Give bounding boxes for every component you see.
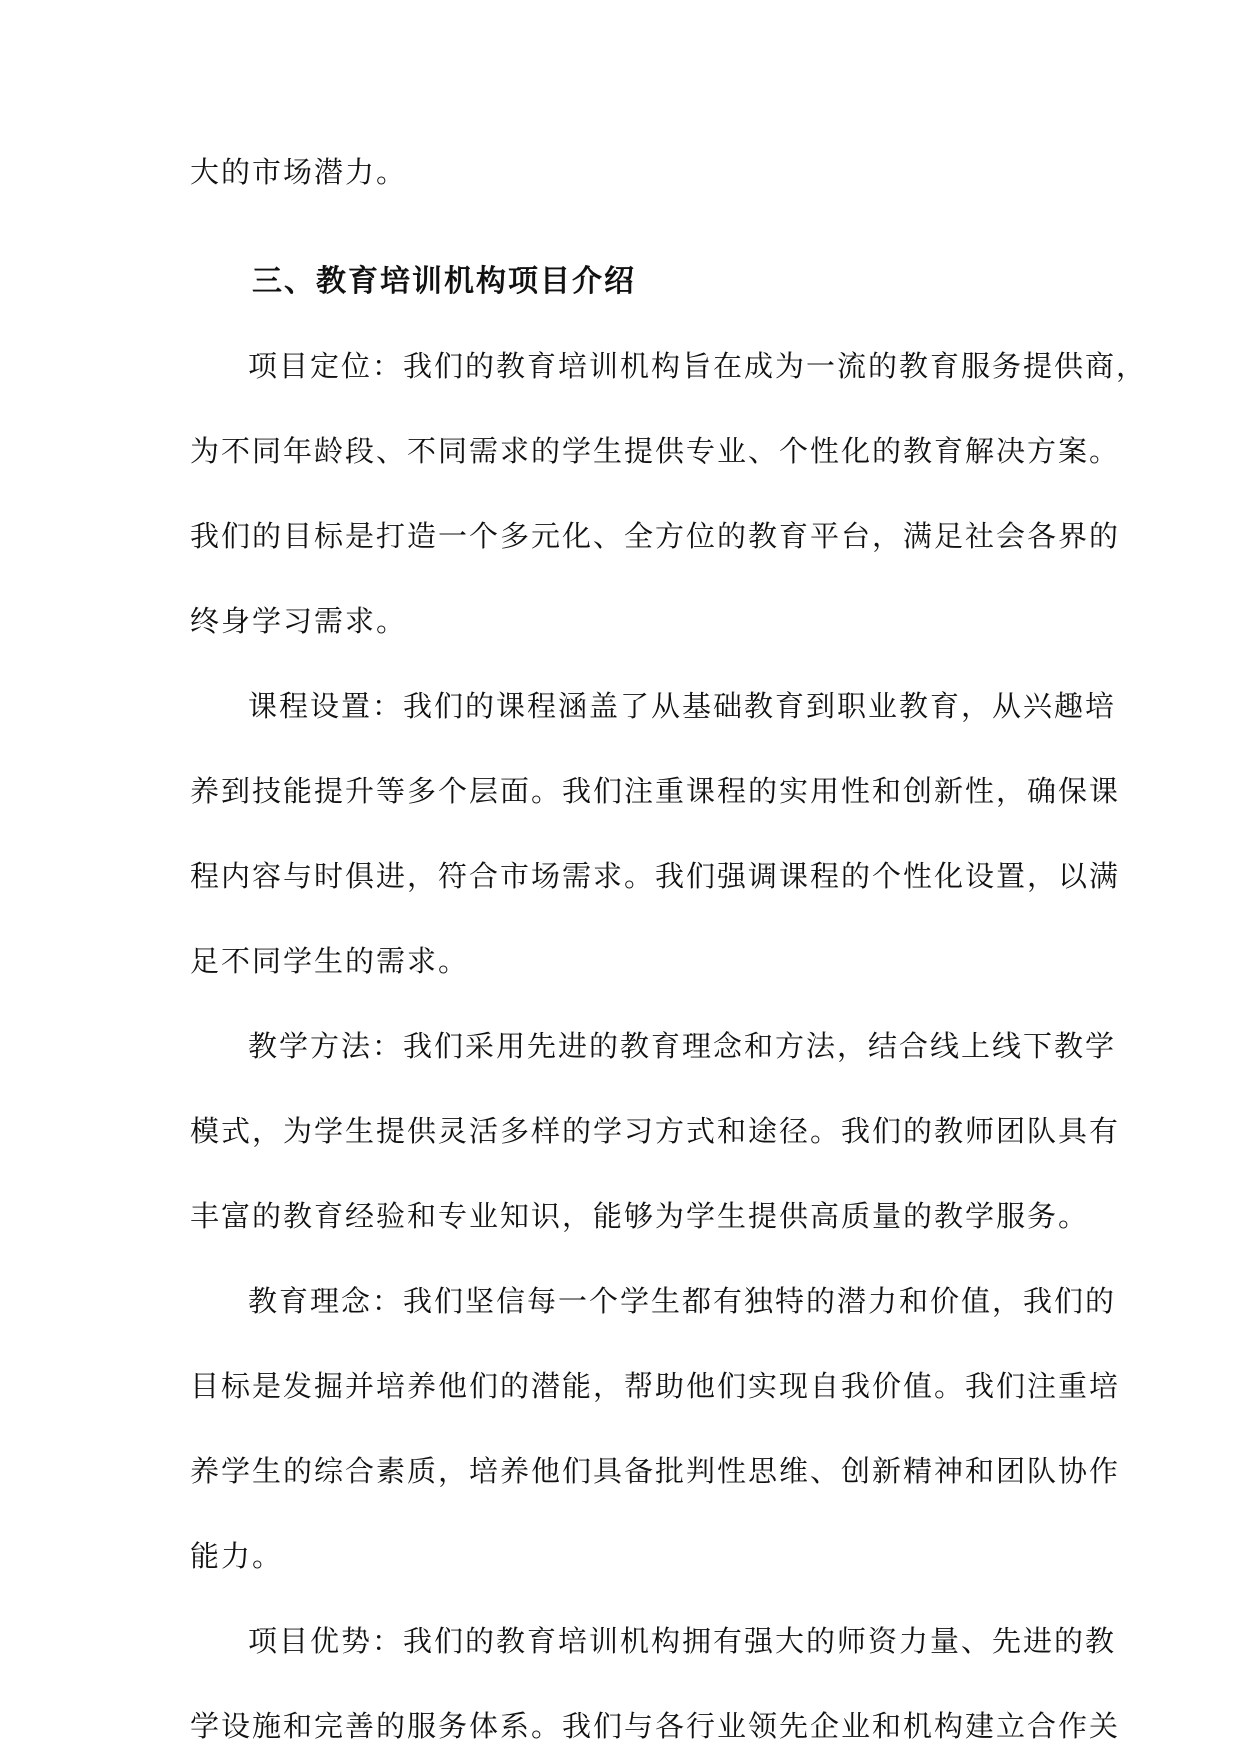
- paragraph-line: 模式，为学生提供灵活多样的学习方式和途径。我们的教师团队具有: [190, 1114, 1121, 1148]
- paragraph-line: 教学方法：我们采用先进的教育理念和方法，结合线上线下教学: [248, 1029, 1117, 1063]
- section-heading: 三、教育培训机构项目介绍: [252, 264, 636, 299]
- text-line: 大的市场潜力。: [190, 155, 408, 189]
- paragraph-line: 项目优势：我们的教育培训机构拥有强大的师资力量、先进的教: [248, 1624, 1117, 1658]
- paragraph-line: 程内容与时俱进，符合市场需求。我们强调课程的个性化设置，以满: [190, 859, 1121, 893]
- paragraph-line: 能力。: [190, 1539, 284, 1573]
- paragraph-line: 终身学习需求。: [190, 604, 408, 638]
- paragraph-line: 目标是发掘并培养他们的潜能，帮助他们实现自我价值。我们注重培: [190, 1369, 1121, 1403]
- paragraph-line: 学设施和完善的服务体系。我们与各行业领先企业和机构建立合作关: [190, 1709, 1121, 1743]
- paragraph-line: 足不同学生的需求。: [190, 944, 470, 978]
- paragraph-line: 丰富的教育经验和专业知识，能够为学生提供高质量的教学服务。: [190, 1199, 1090, 1233]
- paragraph-line: 项目定位：我们的教育培训机构旨在成为一流的教育服务提供商，: [248, 349, 1148, 383]
- paragraph-line: 教育理念：我们坚信每一个学生都有独特的潜力和价值，我们的: [248, 1284, 1117, 1318]
- paragraph-line: 养到技能提升等多个层面。我们注重课程的实用性和创新性，确保课: [190, 774, 1121, 808]
- paragraph-line: 养学生的综合素质，培养他们具备批判性思维、创新精神和团队协作: [190, 1454, 1121, 1488]
- paragraph-line: 为不同年龄段、不同需求的学生提供专业、个性化的教育解决方案。: [190, 434, 1121, 468]
- paragraph-line: 课程设置：我们的课程涵盖了从基础教育到职业教育，从兴趣培: [248, 689, 1117, 723]
- paragraph-line: 我们的目标是打造一个多元化、全方位的教育平台，满足社会各界的: [190, 519, 1121, 553]
